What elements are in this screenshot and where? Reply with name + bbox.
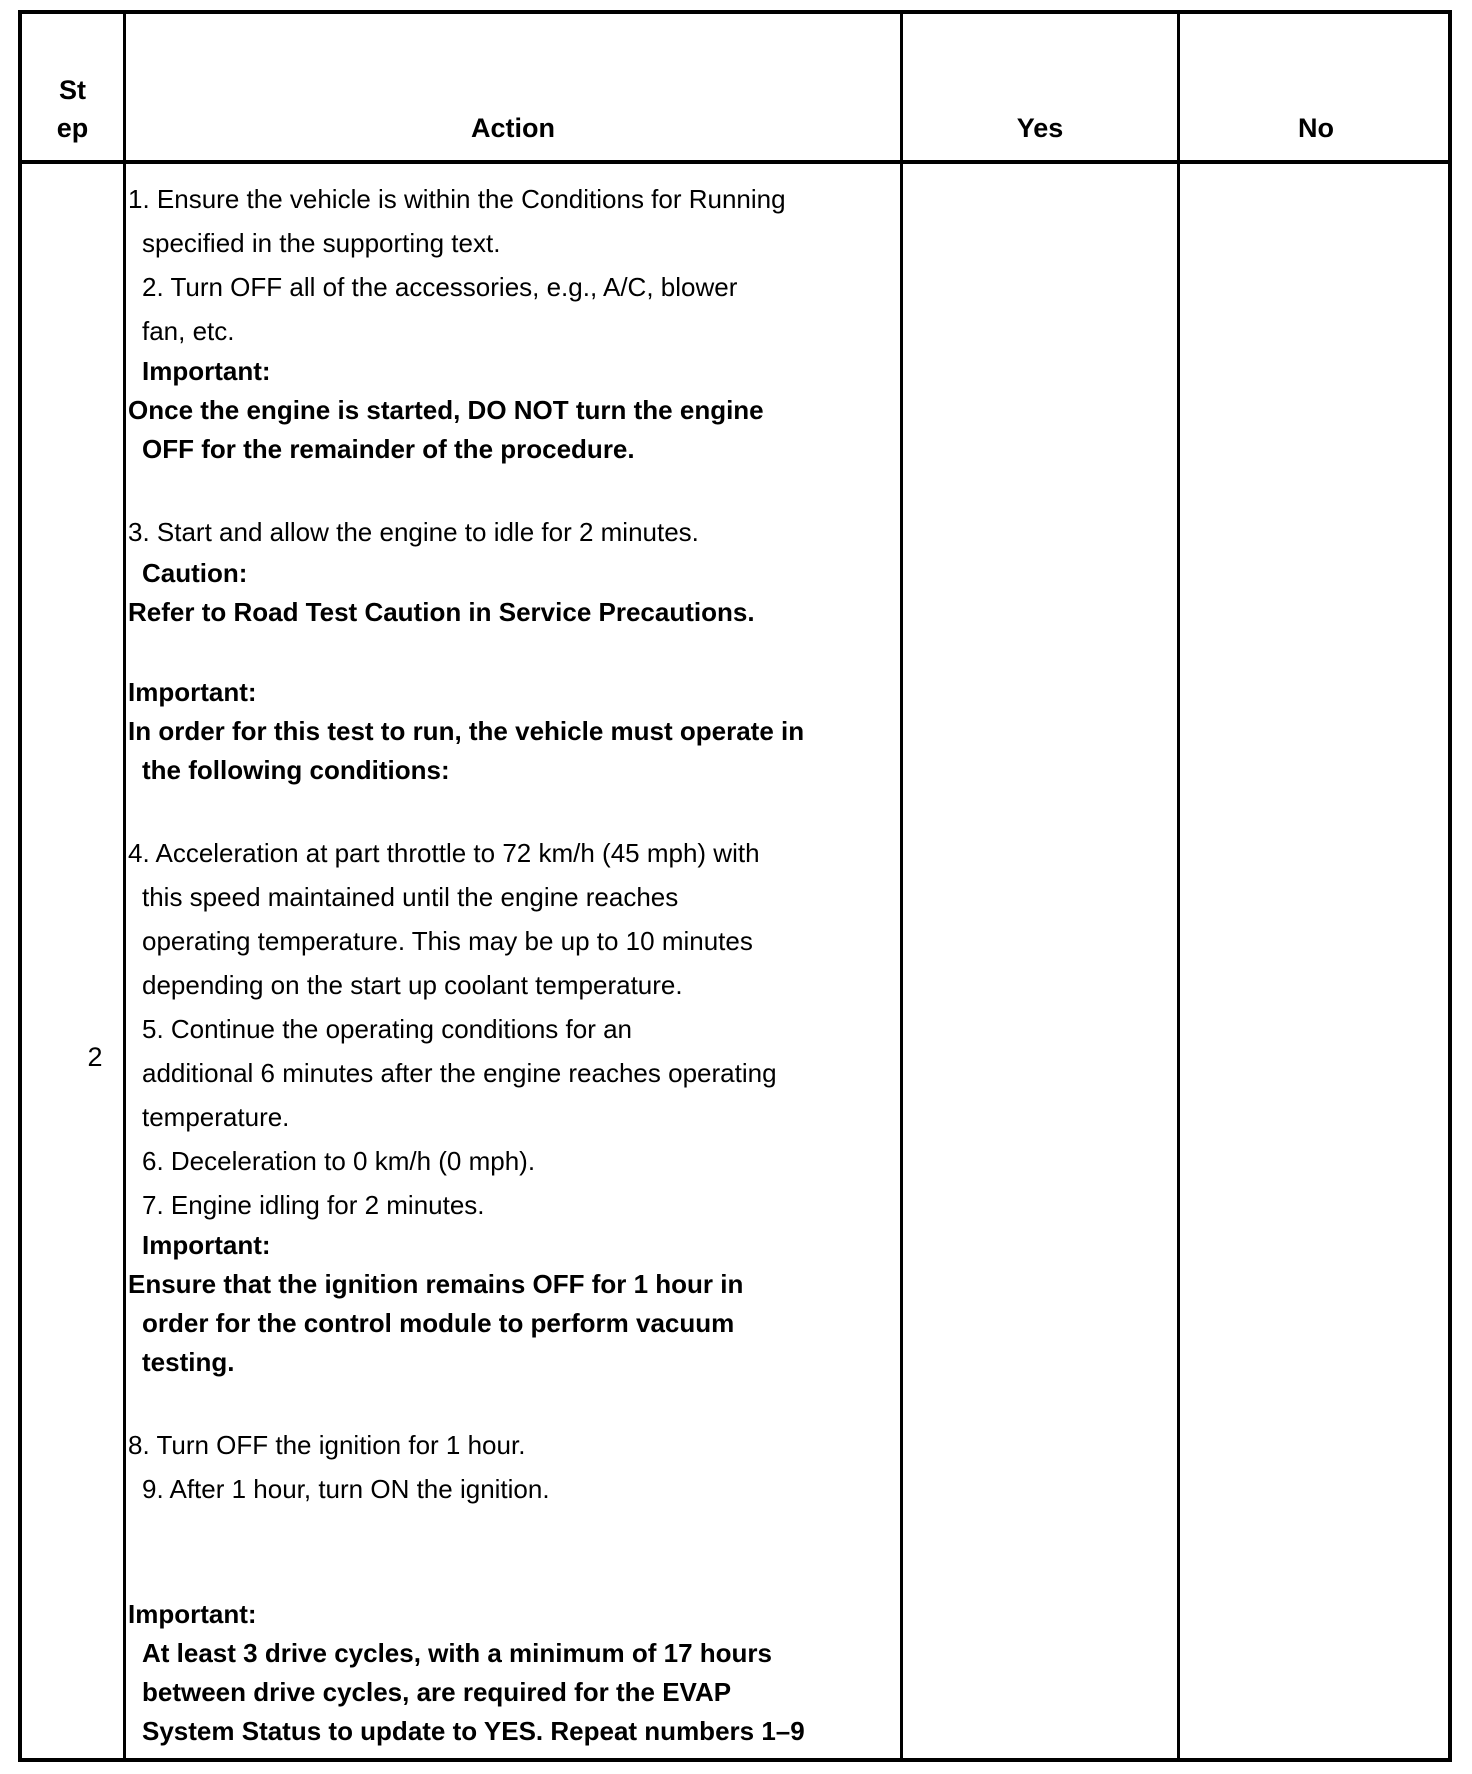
action-line: fan, etc.: [142, 316, 235, 346]
action-line: depending on the start up coolant temperature.: [142, 970, 683, 1000]
action-line: Refer to Road Test Caution in Service Precautions.: [128, 597, 755, 627]
action-line: 4. Acceleration at part throttle to 72 km/h (45 mph) with: [128, 838, 760, 868]
action-line: 1. Ensure the vehicle is within the Conditions for Running: [128, 184, 786, 214]
important-label: Important:: [142, 356, 271, 386]
action-line: temperature.: [142, 1102, 290, 1132]
action-line: additional 6 minutes after the engine reaches operating: [142, 1058, 777, 1088]
action-line: System Status to update to YES. Repeat numbers 1–9: [142, 1716, 805, 1746]
column-divider-step: [123, 14, 126, 1758]
action-line: the following conditions:: [142, 755, 450, 785]
procedure-table: [18, 10, 1452, 1762]
action-line: order for the control module to perform vacuum: [142, 1308, 735, 1338]
step-header-line1: St: [59, 75, 86, 105]
header-divider: [22, 160, 1448, 164]
action-header: Action: [471, 113, 555, 143]
action-line: OFF for the remainder of the procedure.: [142, 434, 635, 464]
action-line: 6. Deceleration to 0 km/h (0 mph).: [142, 1146, 536, 1176]
action-line: In order for this test to run, the vehicle must operate in: [128, 716, 805, 746]
action-line: 5. Continue the operating conditions for an: [142, 1014, 633, 1044]
step-header: [22, 71, 123, 147]
action-line: specified in the supporting text.: [142, 228, 501, 258]
action-line: 3. Start and allow the engine to idle for 2 minutes.: [128, 517, 699, 547]
step-header-line2: ep: [56, 113, 89, 143]
action-line: At least 3 drive cycles, with a minimum of 17 hours: [142, 1638, 772, 1668]
column-divider-action: [900, 14, 903, 1758]
action-line: 2. Turn OFF all of the accessories, e.g., A/C, blower: [142, 272, 738, 302]
important-label: Important:: [142, 1230, 271, 1260]
column-divider-yes: [1177, 14, 1180, 1758]
yes-header: Yes: [1016, 113, 1064, 143]
action-line: 7. Engine idling for 2 minutes.: [142, 1190, 485, 1220]
important-label: Important:: [128, 677, 257, 707]
action-line: operating temperature. This may be up to 10 minutes: [142, 926, 753, 956]
action-line: between drive cycles, are required for the EVAP: [142, 1677, 732, 1707]
action-line: Once the engine is started, DO NOT turn the engine: [128, 395, 764, 425]
caution-label: Caution:: [142, 558, 248, 588]
action-line: this speed maintained until the engine reaches: [142, 882, 679, 912]
no-header: No: [1298, 113, 1334, 143]
action-line: 8. Turn OFF the ignition for 1 hour.: [128, 1430, 526, 1460]
action-line: Ensure that the ignition remains OFF for 1 hour in: [128, 1269, 744, 1299]
important-label: Important:: [128, 1599, 257, 1629]
action-line: testing.: [142, 1347, 235, 1377]
action-line: 9. After 1 hour, turn ON the ignition.: [142, 1474, 550, 1504]
step-number: 2: [87, 1042, 103, 1072]
